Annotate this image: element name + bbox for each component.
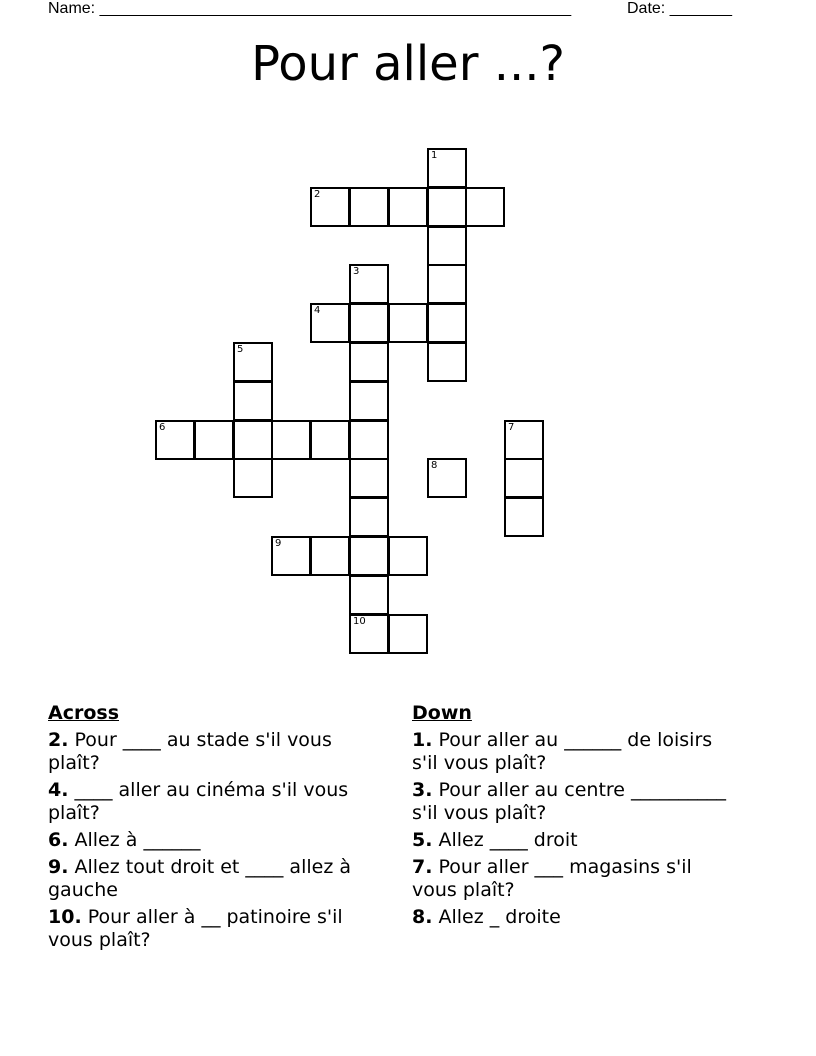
- crossword-cell[interactable]: [233, 381, 273, 421]
- clue-text: Pour ____ au stade s'il vous plaît?: [48, 729, 332, 774]
- crossword-cell[interactable]: [427, 187, 467, 227]
- clue-number-label: 1: [431, 150, 438, 161]
- across-clues: [48, 702, 388, 956]
- across-clue: [48, 829, 388, 852]
- crossword-cell[interactable]: [504, 497, 544, 537]
- clue-text: Allez à ______: [74, 829, 201, 851]
- crossword-cell[interactable]: [349, 264, 389, 304]
- clue-text: Pour aller à __ patinoire s'il vous plaît?: [48, 906, 343, 951]
- crossword-cell[interactable]: [504, 420, 544, 460]
- clue-text: Allez _ droite: [438, 906, 561, 928]
- crossword-cell[interactable]: [427, 264, 467, 304]
- crossword-cell[interactable]: [349, 187, 389, 227]
- clue-number-label: 10: [353, 616, 366, 627]
- down-clues: [412, 702, 742, 933]
- crossword-cell[interactable]: [388, 187, 428, 227]
- down-clue: [412, 906, 742, 929]
- clue-text: Allez ____ droit: [438, 829, 578, 851]
- clue-number: 9.: [48, 856, 69, 878]
- clue-number: 8.: [412, 906, 433, 928]
- crossword-cell[interactable]: [388, 536, 428, 576]
- crossword-cell[interactable]: [349, 536, 389, 576]
- name-field-label: Name: _____________________________________________________: [48, 0, 572, 17]
- clue-number-label: 2: [314, 189, 321, 200]
- crossword-cell[interactable]: [349, 342, 389, 382]
- crossword-cell[interactable]: [349, 575, 389, 615]
- crossword-cell[interactable]: [427, 458, 467, 498]
- crossword-cell[interactable]: [233, 342, 273, 382]
- down-clue: [412, 779, 742, 825]
- crossword-cell[interactable]: [194, 420, 234, 460]
- down-clue: [412, 829, 742, 852]
- date-field-label: Date: _______: [627, 0, 732, 17]
- clue-number: 3.: [412, 779, 433, 801]
- crossword-cell[interactable]: [271, 420, 311, 460]
- crossword-cell[interactable]: [504, 458, 544, 498]
- clue-text: Allez tout droit et ____ allez à gauche: [48, 856, 351, 901]
- crossword-cell[interactable]: [310, 187, 350, 227]
- clue-number: 7.: [412, 856, 433, 878]
- crossword-cell[interactable]: [271, 536, 311, 576]
- crossword-cell[interactable]: [465, 187, 505, 227]
- clue-text: ____ aller au cinéma s'il vous plaît?: [48, 779, 349, 824]
- clue-text: Pour aller au ______ de loisirs s'il vous plaît?: [412, 729, 713, 774]
- crossword-cell[interactable]: [310, 420, 350, 460]
- crossword-cell[interactable]: [155, 420, 195, 460]
- clue-number-label: 9: [275, 538, 282, 549]
- crossword-cell[interactable]: [349, 381, 389, 421]
- crossword-cell[interactable]: [349, 614, 389, 654]
- clue-number: 2.: [48, 729, 69, 751]
- clue-number-label: 5: [237, 344, 244, 355]
- crossword-cell[interactable]: [310, 536, 350, 576]
- clue-text: Pour aller ___ magasins s'il vous plaît?: [412, 856, 692, 901]
- crossword-cell[interactable]: [233, 458, 273, 498]
- clue-number-label: 8: [431, 460, 438, 471]
- crossword-cell[interactable]: [349, 420, 389, 460]
- clue-number: 1.: [412, 729, 433, 751]
- across-clue: [48, 779, 388, 825]
- crossword-cell[interactable]: [349, 497, 389, 537]
- crossword-cell[interactable]: [349, 303, 389, 343]
- crossword-cell[interactable]: [427, 342, 467, 382]
- across-clue: [48, 856, 388, 902]
- clue-number: 4.: [48, 779, 69, 801]
- clue-number-label: 3: [353, 266, 360, 277]
- crossword-cell[interactable]: [388, 303, 428, 343]
- crossword-cell[interactable]: [233, 420, 273, 460]
- clue-number: 5.: [412, 829, 433, 851]
- clue-number-label: 4: [314, 305, 321, 316]
- clue-text: Pour aller au centre __________ s'il vous plaît?: [412, 779, 727, 824]
- down-clue: [412, 729, 742, 775]
- across-clue: [48, 729, 388, 775]
- page-title: Pour aller ...?: [251, 36, 565, 92]
- crossword-cell[interactable]: [427, 303, 467, 343]
- across-clue: [48, 906, 388, 952]
- crossword-cell[interactable]: [388, 614, 428, 654]
- clue-number-label: 6: [159, 422, 166, 433]
- crossword-cell[interactable]: [427, 226, 467, 266]
- crossword-cell[interactable]: [310, 303, 350, 343]
- down-clue: [412, 856, 742, 902]
- clue-number: 10.: [48, 906, 82, 928]
- clue-number: 6.: [48, 829, 69, 851]
- crossword-cell[interactable]: [427, 148, 467, 188]
- crossword-cell[interactable]: [349, 458, 389, 498]
- across-heading: Across: [48, 702, 120, 724]
- clue-number-label: 7: [508, 422, 515, 433]
- down-heading: Down: [412, 702, 472, 724]
